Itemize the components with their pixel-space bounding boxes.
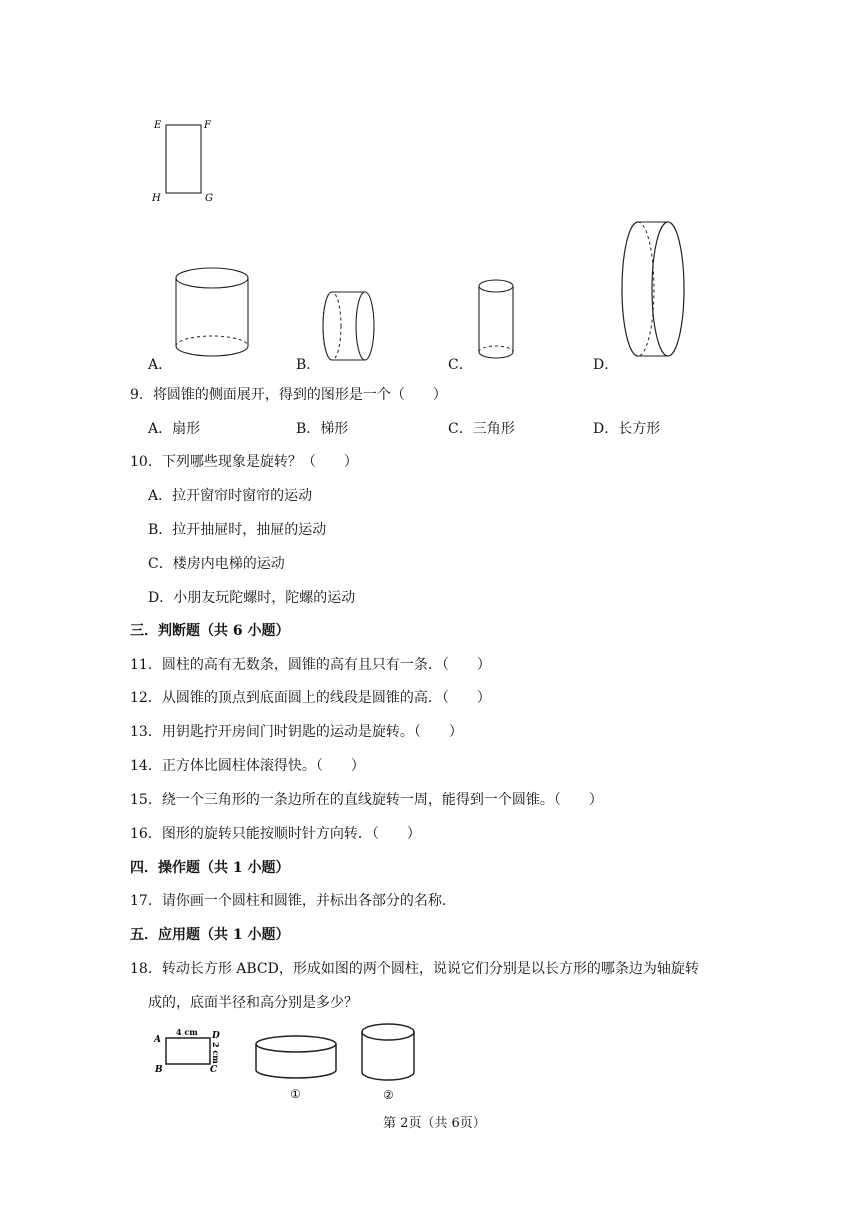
cylinder-2-label: ② bbox=[383, 1088, 394, 1102]
cylinder-b-figure bbox=[320, 288, 390, 368]
label-b: B bbox=[155, 1065, 163, 1075]
question-18-line-1: 18．转动长方形 ABCD，形成如图的两个圆柱，说说它们分别是以长方形的哪条边为轴旋转 bbox=[130, 961, 699, 977]
cylinder-1-figure bbox=[252, 1032, 342, 1107]
label-d: D bbox=[212, 1031, 220, 1041]
label-h: H bbox=[152, 193, 161, 204]
section-3-heading: 三．判断题（共 6 小题） bbox=[130, 623, 290, 639]
q8-option-b-label: B． bbox=[296, 357, 321, 373]
q10-option-d: D．小朋友玩陀螺时，陀螺的运动 bbox=[148, 590, 356, 606]
q10-option-a: A．拉开窗帘时窗帘的运动 bbox=[148, 488, 313, 504]
cylinder-c-figure bbox=[474, 278, 524, 363]
section-4-heading: 四．操作题（共 1 小题） bbox=[130, 860, 290, 876]
side-length-label: 2 cm bbox=[211, 1042, 221, 1064]
label-g: G bbox=[205, 193, 213, 204]
q10-option-c: C．楼房内电梯的运动 bbox=[148, 556, 285, 572]
question-18-line-2: 成的，底面半径和高分别是多少？ bbox=[148, 995, 358, 1011]
label-e: E bbox=[154, 120, 162, 131]
page-footer: 第 2页（共 6页） bbox=[383, 1116, 486, 1131]
rectangle-abcd-figure bbox=[150, 1024, 230, 1084]
cylinder-2-figure bbox=[356, 1020, 426, 1110]
cylinder-a-figure bbox=[172, 266, 262, 361]
question-10-stem: 10．下列哪些现象是旋转？（ ） bbox=[130, 454, 358, 470]
top-length-label: 4 cm bbox=[176, 1027, 198, 1037]
question-15: 15．绕一个三角形的一条边所在的直线旋转一周，能得到一个圆锥。（ ） bbox=[130, 792, 603, 808]
question-14: 14．正方体比圆柱体滚得快。（ ） bbox=[130, 758, 365, 774]
question-12: 12．从圆锥的顶点到底面圆上的线段是圆锥的高．（ ） bbox=[130, 690, 491, 706]
q9-option-c: C．三角形 bbox=[448, 421, 515, 437]
question-16: 16．图形的旋转只能按顺时针方向转．（ ） bbox=[130, 826, 421, 842]
q8-option-d-label: D． bbox=[593, 357, 619, 373]
q9-option-a: A．扇形 bbox=[148, 421, 201, 437]
rectangle-efgh-figure bbox=[150, 115, 220, 205]
q10-option-b: B．拉开抽屉时，抽屉的运动 bbox=[148, 522, 327, 538]
label-c: C bbox=[210, 1065, 218, 1075]
q8-option-c-label: C． bbox=[448, 357, 473, 373]
q9-option-d: D．长方形 bbox=[593, 421, 661, 437]
cylinder-d-figure bbox=[616, 218, 696, 363]
question-9-stem: 9．将圆锥的侧面展开，得到的图形是一个（ ） bbox=[130, 387, 447, 403]
question-13: 13．用钥匙拧开房间门时钥匙的运动是旋转。（ ） bbox=[130, 724, 463, 740]
label-a: A bbox=[154, 1035, 161, 1045]
question-17: 17．请你画一个圆柱和圆锥，并标出各部分的名称． bbox=[130, 893, 456, 909]
section-5-heading: 五．应用题（共 1 小题） bbox=[130, 927, 290, 943]
question-11: 11．圆柱的高有无数条，圆锥的高有且只有一条．（ ） bbox=[130, 657, 491, 673]
q8-option-a-label: A． bbox=[148, 357, 173, 373]
cylinder-1-label: ① bbox=[290, 1087, 301, 1101]
q9-option-b: B．梯形 bbox=[296, 421, 349, 437]
label-f: F bbox=[204, 120, 211, 131]
